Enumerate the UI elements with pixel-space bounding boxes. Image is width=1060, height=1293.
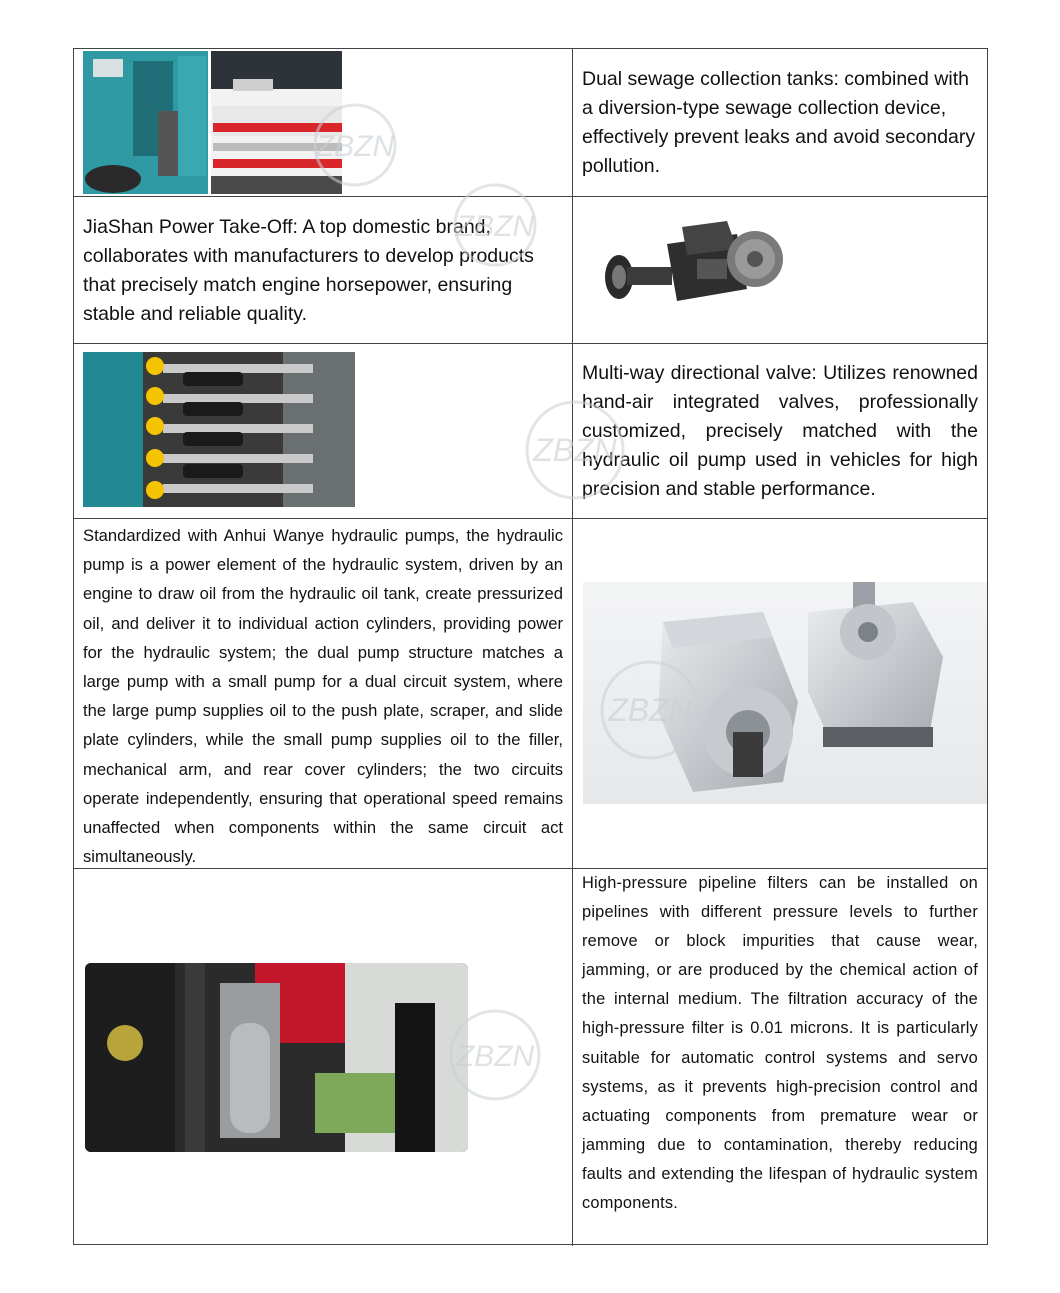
power-take-off-description: JiaShan Power Take-Off: A top domestic brand, collaborates with manufacturers to develop products that precisely match engine horsepower, ensuring stable and reliable quality. — [83, 216, 534, 325]
image-cell — [74, 344, 572, 518]
image-cell — [573, 197, 987, 343]
text-cell — [573, 344, 987, 518]
sewage-tank-description: Dual sewage collection tanks: combined with a diversion-type sewage collection device, effectively prevent leaks and avoid secondary pollution. — [582, 68, 976, 177]
table-row — [74, 868, 987, 1246]
text-cell — [74, 519, 572, 868]
text-cell — [573, 49, 987, 196]
directional-valve-description: Multi-way directional valve: Utilizes renowned hand-air integrated valves, professionally customized, precisely matched with the hydraulic oil pump used in vehicles for high precision and stable performance. — [582, 362, 978, 500]
pipeline-filter-description: High-pressure pipeline filters can be installed on pipelines with different pressure levels to further remove or block impurities that cause wear, jamming, or are produced by the chemical action of the internal medium. The filtration accuracy of the high-pressure filter is 0.01 microns. It is particularly suitable for automatic control systems and servo systems, as it prevents high-precision control and actuating components from premature wear or jamming due to contamination, thereby reducing faults and extending the lifespan of hydraulic system components. — [582, 874, 978, 1213]
power-take-off-photo — [597, 219, 787, 309]
directional-valve-photo — [83, 352, 355, 507]
text-cell — [573, 869, 987, 1246]
table-row — [74, 196, 987, 343]
image-cell — [74, 869, 572, 1246]
table-row — [74, 343, 987, 518]
svg-text:ZBZN: ZBZN — [533, 432, 617, 468]
table-row — [74, 518, 987, 868]
sewage-tank-photo — [83, 51, 342, 194]
svg-text:ZBZN: ZBZN — [315, 130, 395, 163]
spec-table — [73, 48, 988, 1245]
image-cell — [74, 49, 572, 196]
svg-text:ZBZN: ZBZN — [455, 210, 535, 243]
image-cell — [573, 519, 987, 868]
pipeline-filter-photo — [85, 963, 468, 1152]
table-row — [74, 49, 987, 196]
text-cell — [74, 197, 572, 343]
svg-text:ZBZN: ZBZN — [455, 1040, 535, 1073]
hydraulic-pump-description: Standardized with Anhui Wanye hydraulic pumps, the hydraulic pump is a power element of the hydraulic system, driven by an engine to draw oil from the hydraulic oil tank, create pressurized oil, and deliver it to individual action cylinders, providing power for the hydraulic system; the dual pump structure matches a large pump with a small pump for a dual circuit system, where the large pump supplies oil to the push plate, scraper, and slide plate cylinders, while the small pump supplies oil to the filler, mechanical arm, and rear cover cylinders; the two circuits operate independently, ensuring that operational speed remains unaffected when components within the same circuit act simultaneously. — [83, 526, 563, 867]
svg-text:ZBZN: ZBZN — [608, 692, 692, 728]
hydraulic-pump-photo — [583, 582, 987, 804]
